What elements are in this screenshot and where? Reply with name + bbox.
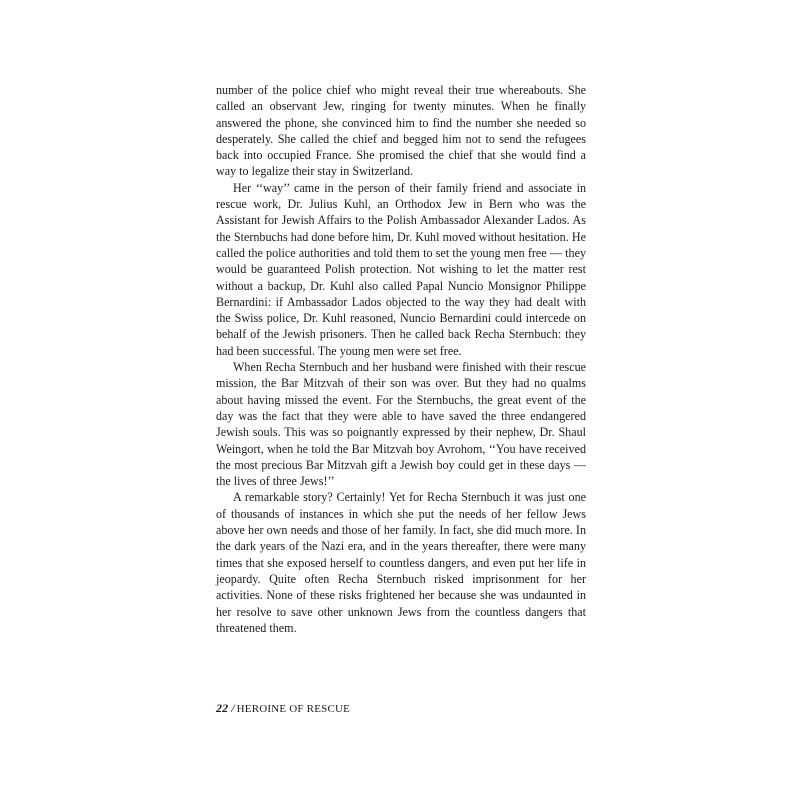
paragraph-3: When Recha Sternbuch and her husband were finished with their rescue mission, the Bar Mitzvah of their son was over. But they had no qualms about having missed the event. For the Sternbuchs, the great event of the day was the fact that they were able to have saved the three endangered Jewish souls. This was so poignantly expressed by their nephew, Dr. Shaul Weingort, when he told the Bar Mitzvah boy Avrohom, ‘‘You have received the most precious Bar Mitzvah gift a Jewish boy could get in these days — the lives of three Jews!’’ [216,360,586,489]
page-number: 22 [216,701,229,715]
body-text [216,82,586,636]
paragraph-4: A remarkable story? Certainly! Yet for Recha Sternbuch it was just one of thousands of instances in which she put the needs of her fellow Jews above her own needs and those of her family. In fact, she did much more. In the dark years of the Nazi era, and in the years thereafter, there were many times that she exposed herself to countless dangers, and even put her life in jeopardy. Quite often Recha Sternbuch risked imprisonment for her activities. None of these risks frightened her because she was undaunted in her resolve to save other unknown Jews from the countless dangers that threatened them. [216,490,586,635]
page-footer [216,701,350,716]
running-title: HEROINE OF RESCUE [236,703,351,715]
paragraph-1: number of the police chief who might reveal their true whereabouts. She called an observant Jew, ringing for twenty minutes. When he finally answered the phone, she convinced him to find the number she needed so desperately. She called the chief and begged him not to send the refugees back into occupied France. She promised the chief that she would find a way to legalize their stay in Switzerland. [216,83,586,179]
footer-separator: / [231,701,235,715]
paragraph-2: Her ‘‘way’’ came in the person of their family friend and associate in rescue work, Dr. Julius Kuhl, an Orthodox Jew in Bern who was the Assistant for Jewish Affairs to the Polish Ambassador Alexander Lados. As the Sternbuchs had done before him, Dr. Kuhl moved without hesitation. He called the police authorities and told them to set the young men free — they would be guaranteed Polish protection. Not wishing to let the matter rest without a backup, Dr. Kuhl also called Papal Nuncio Monsignor Philippe Bernardini: if Ambassador Lados objected to the way they had dealt with the Swiss police, Dr. Kuhl reasoned, Nuncio Bernardini could intercede on behalf of the Jewish prisoners. Then he called back Recha Sternbuch: they had been successful. The young men were set free. [216,180,586,358]
